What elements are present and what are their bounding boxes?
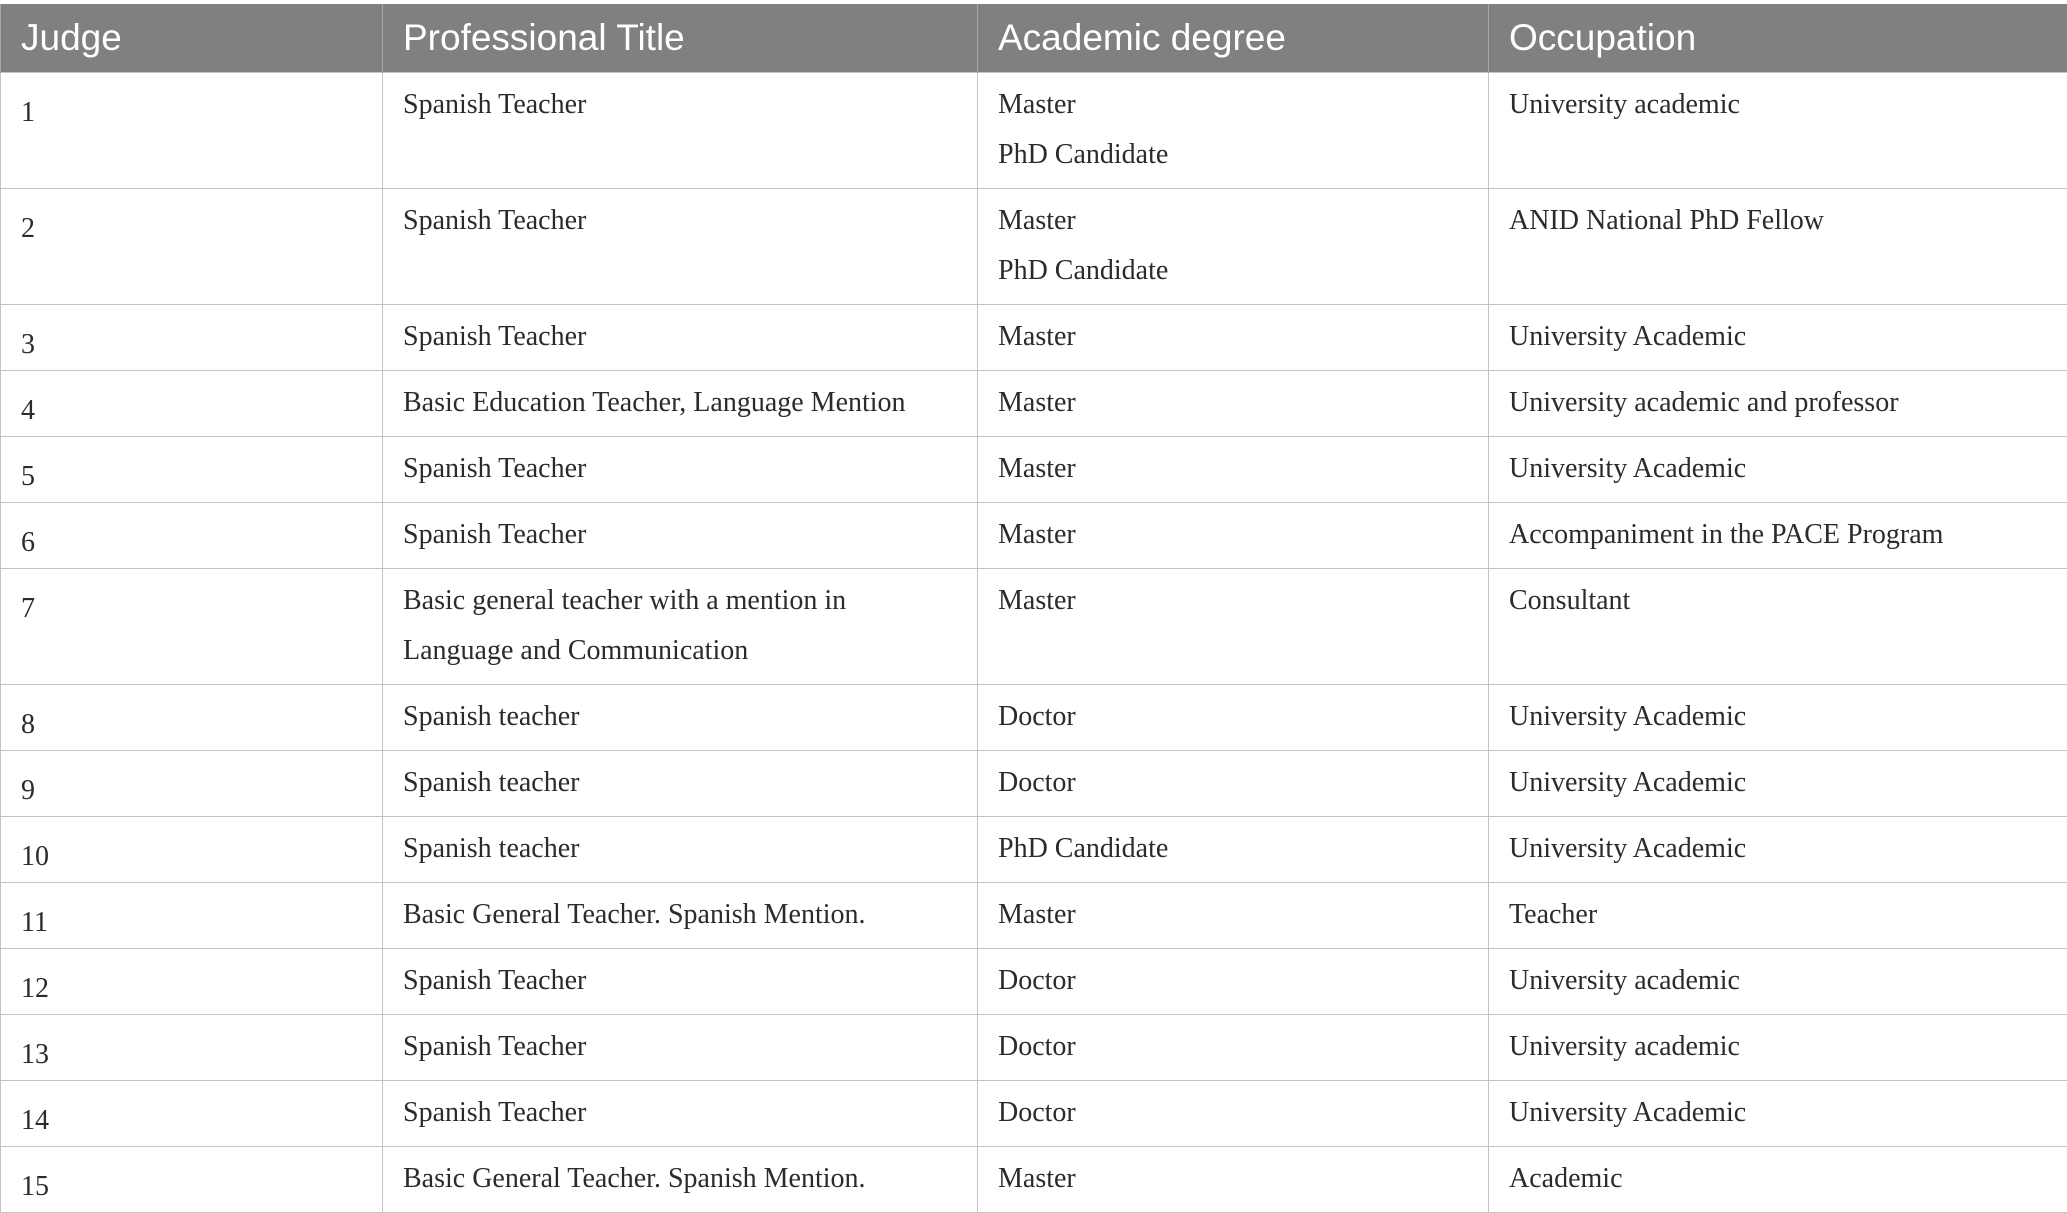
- cell-occupation-line: University academic: [1509, 88, 2047, 138]
- cell-judge: 3: [1, 304, 383, 370]
- cell-professional-title-line: Basic Education Teacher, Language Mention: [403, 386, 957, 436]
- table-header: [1, 4, 2067, 72]
- cell-occupation: [1489, 72, 2067, 188]
- cell-occupation: [1489, 882, 2067, 948]
- cell-occupation: [1489, 370, 2067, 436]
- cell-professional-title: [383, 188, 978, 304]
- cell-academic-degree-line: Master: [998, 1162, 1468, 1212]
- cell-professional-title: [383, 750, 978, 816]
- cell-judge: 2: [1, 188, 383, 304]
- cell-occupation-line: University Academic: [1509, 700, 2047, 750]
- cell-occupation-line: University Academic: [1509, 1096, 2047, 1146]
- cell-academic-degree-line: Doctor: [998, 964, 1468, 1014]
- cell-academic-degree-line: PhD Candidate: [998, 138, 1468, 188]
- cell-professional-title-line: Spanish teacher: [403, 700, 957, 750]
- cell-professional-title: [383, 882, 978, 948]
- cell-professional-title-line: Spanish Teacher: [403, 320, 957, 370]
- cell-academic-degree: [978, 1080, 1489, 1146]
- cell-judge: 4: [1, 370, 383, 436]
- cell-occupation: [1489, 436, 2067, 502]
- cell-academic-degree-line: PhD Candidate: [998, 254, 1468, 304]
- cell-judge: 13: [1, 1014, 383, 1080]
- cell-academic-degree: [978, 882, 1489, 948]
- cell-academic-degree: [978, 948, 1489, 1014]
- cell-professional-title-line: Spanish Teacher: [403, 88, 957, 138]
- cell-academic-degree: [978, 370, 1489, 436]
- cell-judge: 7: [1, 568, 383, 684]
- cell-professional-title: [383, 502, 978, 568]
- cell-professional-title-line: Language and Communication: [403, 634, 957, 684]
- cell-academic-degree-line: Doctor: [998, 1030, 1468, 1080]
- cell-occupation: [1489, 684, 2067, 750]
- cell-professional-title-line: Spanish Teacher: [403, 204, 957, 254]
- table-row: [1, 502, 2067, 568]
- cell-occupation-line: Consultant: [1509, 584, 2047, 634]
- table-row: [1, 568, 2067, 684]
- cell-academic-degree-line: Master: [998, 584, 1468, 634]
- cell-academic-degree-line: Master: [998, 320, 1468, 370]
- cell-academic-degree: [978, 568, 1489, 684]
- cell-occupation-line: Accompaniment in the PACE Program: [1509, 518, 2047, 568]
- table-row: [1, 1080, 2067, 1146]
- cell-academic-degree: [978, 684, 1489, 750]
- cell-occupation: [1489, 304, 2067, 370]
- cell-occupation: [1489, 948, 2067, 1014]
- cell-occupation: [1489, 1146, 2067, 1212]
- cell-academic-degree-line: Master: [998, 204, 1468, 254]
- cell-professional-title: [383, 568, 978, 684]
- cell-professional-title-line: Basic general teacher with a mention in: [403, 584, 957, 634]
- cell-academic-degree: [978, 188, 1489, 304]
- cell-professional-title: [383, 1080, 978, 1146]
- cell-academic-degree-line: Doctor: [998, 766, 1468, 816]
- cell-academic-degree-line: Doctor: [998, 1096, 1468, 1146]
- cell-occupation: [1489, 568, 2067, 684]
- cell-occupation-line: University Academic: [1509, 766, 2047, 816]
- cell-judge: 9: [1, 750, 383, 816]
- cell-academic-degree-line: Master: [998, 452, 1468, 502]
- table-row: [1, 948, 2067, 1014]
- cell-occupation: [1489, 188, 2067, 304]
- cell-professional-title-line: Spanish Teacher: [403, 1096, 957, 1146]
- cell-professional-title-line: Spanish teacher: [403, 832, 957, 882]
- cell-occupation: [1489, 1014, 2067, 1080]
- cell-academic-degree-line: PhD Candidate: [998, 832, 1468, 882]
- cell-academic-degree: [978, 502, 1489, 568]
- cell-occupation: [1489, 750, 2067, 816]
- table-row: [1, 188, 2067, 304]
- cell-professional-title: [383, 948, 978, 1014]
- header-professional-title: Professional Title: [383, 4, 978, 72]
- cell-professional-title-line: Basic General Teacher. Spanish Mention.: [403, 898, 957, 948]
- cell-professional-title-line: Spanish Teacher: [403, 964, 957, 1014]
- cell-academic-degree: [978, 1014, 1489, 1080]
- header-judge: Judge: [1, 4, 383, 72]
- cell-professional-title: [383, 72, 978, 188]
- cell-judge: 14: [1, 1080, 383, 1146]
- cell-professional-title: [383, 1014, 978, 1080]
- cell-judge: 15: [1, 1146, 383, 1212]
- cell-occupation-line: Teacher: [1509, 898, 2047, 948]
- judges-table: [0, 4, 2067, 1213]
- table-body: [1, 72, 2067, 1212]
- cell-professional-title: [383, 370, 978, 436]
- cell-academic-degree: [978, 1146, 1489, 1212]
- table-row: [1, 304, 2067, 370]
- table-row: [1, 684, 2067, 750]
- cell-academic-degree: [978, 72, 1489, 188]
- cell-judge: 8: [1, 684, 383, 750]
- cell-academic-degree: [978, 816, 1489, 882]
- cell-academic-degree-line: Master: [998, 88, 1468, 138]
- table-row: [1, 1146, 2067, 1212]
- cell-occupation: [1489, 1080, 2067, 1146]
- cell-judge: 12: [1, 948, 383, 1014]
- cell-professional-title-line: Spanish Teacher: [403, 452, 957, 502]
- cell-occupation-line: ANID National PhD Fellow: [1509, 204, 2047, 254]
- cell-judge: 10: [1, 816, 383, 882]
- table-row: [1, 370, 2067, 436]
- cell-academic-degree: [978, 304, 1489, 370]
- cell-academic-degree-line: Master: [998, 898, 1468, 948]
- table-row: [1, 816, 2067, 882]
- table-row: [1, 750, 2067, 816]
- cell-occupation-line: University Academic: [1509, 832, 2047, 882]
- cell-occupation-line: University academic: [1509, 964, 2047, 1014]
- cell-academic-degree-line: Doctor: [998, 700, 1468, 750]
- cell-academic-degree-line: Master: [998, 386, 1468, 436]
- cell-occupation-line: University academic and professor: [1509, 386, 2047, 436]
- header-occupation: Occupation: [1489, 4, 2067, 72]
- cell-occupation-line: Academic: [1509, 1162, 2047, 1212]
- cell-occupation: [1489, 816, 2067, 882]
- cell-professional-title-line: Spanish Teacher: [403, 1030, 957, 1080]
- cell-professional-title-line: Spanish teacher: [403, 766, 957, 816]
- cell-occupation-line: University academic: [1509, 1030, 2047, 1080]
- cell-professional-title: [383, 1146, 978, 1212]
- cell-occupation: [1489, 502, 2067, 568]
- cell-judge: 5: [1, 436, 383, 502]
- cell-professional-title-line: Basic General Teacher. Spanish Mention.: [403, 1162, 957, 1212]
- table-row: [1, 882, 2067, 948]
- cell-academic-degree-line: Master: [998, 518, 1468, 568]
- cell-professional-title: [383, 436, 978, 502]
- cell-judge: 11: [1, 882, 383, 948]
- cell-judge: 1: [1, 72, 383, 188]
- cell-occupation-line: University Academic: [1509, 452, 2047, 502]
- table-row: [1, 436, 2067, 502]
- table-row: [1, 72, 2067, 188]
- cell-judge: 6: [1, 502, 383, 568]
- cell-professional-title: [383, 304, 978, 370]
- cell-academic-degree: [978, 436, 1489, 502]
- header-row: [1, 4, 2067, 72]
- cell-professional-title-line: Spanish Teacher: [403, 518, 957, 568]
- table-row: [1, 1014, 2067, 1080]
- cell-academic-degree: [978, 750, 1489, 816]
- cell-professional-title: [383, 684, 978, 750]
- cell-occupation-line: University Academic: [1509, 320, 2047, 370]
- header-academic-degree: Academic degree: [978, 4, 1489, 72]
- cell-professional-title: [383, 816, 978, 882]
